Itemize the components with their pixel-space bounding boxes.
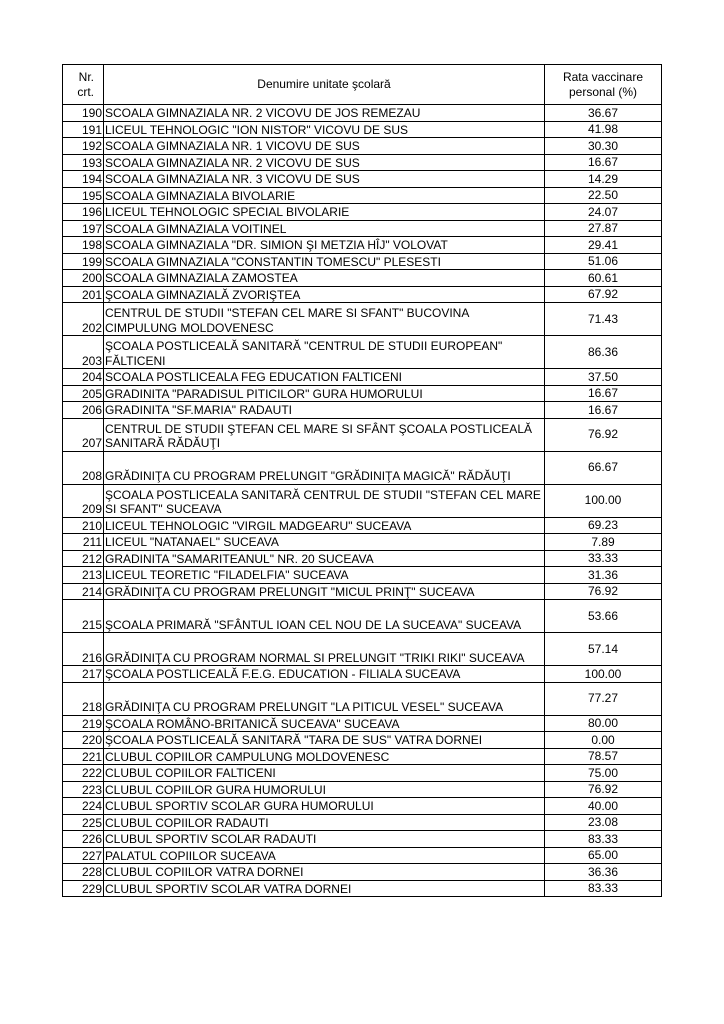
vaccination-rate: 51.06 <box>545 253 662 270</box>
table-row <box>63 864 662 881</box>
table-row <box>63 171 662 188</box>
table-body <box>63 105 662 897</box>
unit-name: CLUBUL SPORTIV SCOLAR GURA HUMORULUI <box>104 798 545 815</box>
header-nr-crt <box>63 65 104 105</box>
vaccination-rate: 60.61 <box>545 270 662 287</box>
unit-name: GRĂDINIŢA CU PROGRAM PRELUNGIT "GRĂDINIŢA MAGICĂ" RĂDĂUŢI <box>104 451 545 484</box>
table-row <box>63 550 662 567</box>
row-number: 222 <box>63 765 104 782</box>
table-header <box>63 65 662 105</box>
unit-name: SCOALA GIMNAZIALA NR. 1 VICOVU DE SUS <box>104 138 545 155</box>
row-number: 207 <box>63 418 104 451</box>
unit-name: GRADINITA "SF.MARIA" RADAUTI <box>104 402 545 419</box>
table-row <box>63 451 662 484</box>
row-number: 195 <box>63 187 104 204</box>
vaccination-rate: 75.00 <box>545 765 662 782</box>
unit-name: ŞCOALA POSTLICEALĂ F.E.G. EDUCATION - FILIALA SUCEAVA <box>104 666 545 683</box>
row-number: 210 <box>63 517 104 534</box>
vaccination-rate: 31.36 <box>545 567 662 584</box>
table-row <box>63 715 662 732</box>
unit-name: LICEUL "NATANAEL" SUCEAVA <box>104 534 545 551</box>
table-row <box>63 583 662 600</box>
vaccination-rate: 33.33 <box>545 550 662 567</box>
vaccination-rate: 83.33 <box>545 880 662 897</box>
row-number: 223 <box>63 781 104 798</box>
table-row <box>63 765 662 782</box>
unit-name: SCOALA GIMNAZIALA VOITINEL <box>104 220 545 237</box>
row-number: 199 <box>63 253 104 270</box>
unit-name: CLUBUL COPIILOR GURA HUMORULUI <box>104 781 545 798</box>
table-row <box>63 204 662 221</box>
table-row <box>63 336 662 369</box>
unit-name: ŞCOALA POSTLICEALĂ SANITARĂ "TARA DE SUS" VATRA DORNEI <box>104 732 545 749</box>
unit-name: ŞCOALA PRIMARĂ "SFÂNTUL IOAN CEL NOU DE LA SUCEAVA" SUCEAVA <box>104 600 545 633</box>
table-row <box>63 781 662 798</box>
unit-name: LICEUL TEORETIC "FILADELFIA" SUCEAVA <box>104 567 545 584</box>
row-number: 219 <box>63 715 104 732</box>
table-row <box>63 154 662 171</box>
unit-name: SCOALA GIMNAZIALA NR. 2 VICOVU DE JOS REMEZAU <box>104 105 545 122</box>
table-row <box>63 121 662 138</box>
unit-name: CLUBUL COPIILOR FALTICENI <box>104 765 545 782</box>
table-row <box>63 798 662 815</box>
row-number: 228 <box>63 864 104 881</box>
table-row <box>63 303 662 336</box>
row-number: 205 <box>63 385 104 402</box>
unit-name: ŞCOALA ROMÂNO-BRITANICĂ SUCEAVA" SUCEAVA <box>104 715 545 732</box>
table-row <box>63 105 662 122</box>
vaccination-rate: 57.14 <box>545 633 662 666</box>
unit-name: CENTRUL DE STUDII "STEFAN CEL MARE SI SFANT" BUCOVINA CIMPULUNG MOLDOVENESC <box>104 303 545 336</box>
unit-name: GRĂDINIŢA CU PROGRAM NORMAL SI PRELUNGIT "TRIKI RIKI" SUCEAVA <box>104 633 545 666</box>
table-row <box>63 748 662 765</box>
row-number: 190 <box>63 105 104 122</box>
vaccination-rate-table <box>62 64 662 897</box>
header-rate-line1: Rata vaccinare <box>562 69 644 84</box>
table-row <box>63 666 662 683</box>
table-row <box>63 187 662 204</box>
vaccination-rate: 41.98 <box>545 121 662 138</box>
vaccination-rate: 86.36 <box>545 336 662 369</box>
unit-name: LICEUL TEHNOLOGIC "VIRGIL MADGEARU" SUCEAVA <box>104 517 545 534</box>
table-row <box>63 385 662 402</box>
unit-name: CLUBUL COPIILOR RADAUTI <box>104 814 545 831</box>
vaccination-rate: 36.67 <box>545 105 662 122</box>
row-number: 220 <box>63 732 104 749</box>
unit-name: SCOALA POSTLICEALA FEG EDUCATION FALTICENI <box>104 369 545 386</box>
unit-name: CLUBUL SPORTIV SCOLAR VATRA DORNEI <box>104 880 545 897</box>
row-number: 197 <box>63 220 104 237</box>
table-row <box>63 418 662 451</box>
vaccination-rate: 14.29 <box>545 171 662 188</box>
vaccination-rate: 66.67 <box>545 451 662 484</box>
row-number: 213 <box>63 567 104 584</box>
vaccination-rate: 37.50 <box>545 369 662 386</box>
vaccination-rate: 78.57 <box>545 748 662 765</box>
table-row <box>63 732 662 749</box>
vaccination-rate: 76.92 <box>545 418 662 451</box>
vaccination-rate: 100.00 <box>545 484 662 517</box>
header-vaccination-rate <box>545 65 662 105</box>
row-number: 218 <box>63 682 104 715</box>
row-number: 225 <box>63 814 104 831</box>
table-row <box>63 847 662 864</box>
table-row <box>63 402 662 419</box>
table-row <box>63 534 662 551</box>
row-number: 196 <box>63 204 104 221</box>
table-row <box>63 220 662 237</box>
row-number: 203 <box>63 336 104 369</box>
vaccination-rate: 67.92 <box>545 286 662 303</box>
unit-name: ŞCOALA POSTLICEALA SANITARĂ CENTRUL DE STUDII "STEFAN CEL MARE SI SFANT" SUCEAVA <box>104 484 545 517</box>
vaccination-rate: 16.67 <box>545 402 662 419</box>
vaccination-rate: 22.50 <box>545 187 662 204</box>
unit-name: PALATUL COPIILOR SUCEAVA <box>104 847 545 864</box>
table-row <box>63 633 662 666</box>
header-rate-line2: personal (%) <box>568 84 638 99</box>
row-number: 193 <box>63 154 104 171</box>
table-row <box>63 517 662 534</box>
unit-name: LICEUL TEHNOLOGIC "ION NISTOR" VICOVU DE SUS <box>104 121 545 138</box>
table-row <box>63 567 662 584</box>
unit-name: SCOALA GIMNAZIALA NR. 2 VICOVU DE SUS <box>104 154 545 171</box>
unit-name: SCOALA GIMNAZIALA "DR. SIMION ŞI METZIA HÎJ" VOLOVAT <box>104 237 545 254</box>
table-row <box>63 237 662 254</box>
unit-name: SCOALA GIMNAZIALA "CONSTANTIN TOMESCU" PLESESTI <box>104 253 545 270</box>
row-number: 214 <box>63 583 104 600</box>
table-row <box>63 253 662 270</box>
row-number: 192 <box>63 138 104 155</box>
vaccination-rate: 16.67 <box>545 385 662 402</box>
row-number: 211 <box>63 534 104 551</box>
table-row <box>63 831 662 848</box>
row-number: 202 <box>63 303 104 336</box>
row-number: 198 <box>63 237 104 254</box>
row-number: 212 <box>63 550 104 567</box>
vaccination-rate: 0.00 <box>545 732 662 749</box>
unit-name: GRĂDINIŢA CU PROGRAM PRELUNGIT "LA PITICUL VESEL" SUCEAVA <box>104 682 545 715</box>
row-number: 215 <box>63 600 104 633</box>
vaccination-rate: 24.07 <box>545 204 662 221</box>
unit-name: CENTRUL DE STUDII ŞTEFAN CEL MARE SI SFÂNT ŞCOALA POSTLICEALĂ SANITARĂ RĂDĂUŢI <box>104 418 545 451</box>
vaccination-rate: 77.27 <box>545 682 662 715</box>
unit-name: SCOALA GIMNAZIALA NR. 3 VICOVU DE SUS <box>104 171 545 188</box>
vaccination-rate: 23.08 <box>545 814 662 831</box>
unit-name: SCOALA GIMNAZIALA ZAMOSTEA <box>104 270 545 287</box>
table-row <box>63 682 662 715</box>
vaccination-rate: 30.30 <box>545 138 662 155</box>
unit-name: SCOALA GIMNAZIALA BIVOLARIE <box>104 187 545 204</box>
unit-name: CLUBUL COPIILOR CAMPULUNG MOLDOVENESC <box>104 748 545 765</box>
vaccination-rate: 76.92 <box>545 583 662 600</box>
vaccination-rate: 83.33 <box>545 831 662 848</box>
unit-name: GRADINITA "SAMARITEANUL" NR. 20 SUCEAVA <box>104 550 545 567</box>
header-nr-line1: Nr. <box>78 69 94 84</box>
unit-name: ŞCOALA GIMNAZIALĂ ZVORIŞTEA <box>104 286 545 303</box>
table-row <box>63 369 662 386</box>
unit-name: GRĂDINIŢA CU PROGRAM PRELUNGIT "MICUL PRINŢ" SUCEAVA <box>104 583 545 600</box>
vaccination-rate: 69.23 <box>545 517 662 534</box>
vaccination-rate: 16.67 <box>545 154 662 171</box>
row-number: 201 <box>63 286 104 303</box>
unit-name: CLUBUL SPORTIV SCOLAR RADAUTI <box>104 831 545 848</box>
row-number: 221 <box>63 748 104 765</box>
vaccination-rate: 80.00 <box>545 715 662 732</box>
row-number: 217 <box>63 666 104 683</box>
row-number: 229 <box>63 880 104 897</box>
header-unit-name: Denumire unitate şcolară <box>104 65 545 105</box>
vaccination-rate: 29.41 <box>545 237 662 254</box>
row-number: 224 <box>63 798 104 815</box>
table-row <box>63 880 662 897</box>
vaccination-rate: 76.92 <box>545 781 662 798</box>
row-number: 216 <box>63 633 104 666</box>
table-row <box>63 484 662 517</box>
row-number: 194 <box>63 171 104 188</box>
vaccination-rate: 36.36 <box>545 864 662 881</box>
table-row <box>63 814 662 831</box>
vaccination-rate: 53.66 <box>545 600 662 633</box>
unit-name: LICEUL TEHNOLOGIC SPECIAL BIVOLARIE <box>104 204 545 221</box>
vaccination-rate: 7.89 <box>545 534 662 551</box>
row-number: 204 <box>63 369 104 386</box>
header-nr-line2: crt. <box>77 84 94 99</box>
table-row <box>63 138 662 155</box>
row-number: 206 <box>63 402 104 419</box>
row-number: 227 <box>63 847 104 864</box>
unit-name: ŞCOALA POSTLICEALĂ SANITARĂ "CENTRUL DE STUDII EUROPEAN" FĂLTICENI <box>104 336 545 369</box>
row-number: 200 <box>63 270 104 287</box>
unit-name: CLUBUL COPIILOR VATRA DORNEI <box>104 864 545 881</box>
vaccination-rate: 27.87 <box>545 220 662 237</box>
vaccination-rate: 65.00 <box>545 847 662 864</box>
vaccination-rate: 100.00 <box>545 666 662 683</box>
row-number: 191 <box>63 121 104 138</box>
table-row <box>63 270 662 287</box>
table-row <box>63 286 662 303</box>
table-row <box>63 600 662 633</box>
vaccination-rate: 71.43 <box>545 303 662 336</box>
row-number: 226 <box>63 831 104 848</box>
row-number: 208 <box>63 451 104 484</box>
vaccination-rate: 40.00 <box>545 798 662 815</box>
row-number: 209 <box>63 484 104 517</box>
unit-name: GRADINITA "PARADISUL PITICILOR" GURA HUMORULUI <box>104 385 545 402</box>
